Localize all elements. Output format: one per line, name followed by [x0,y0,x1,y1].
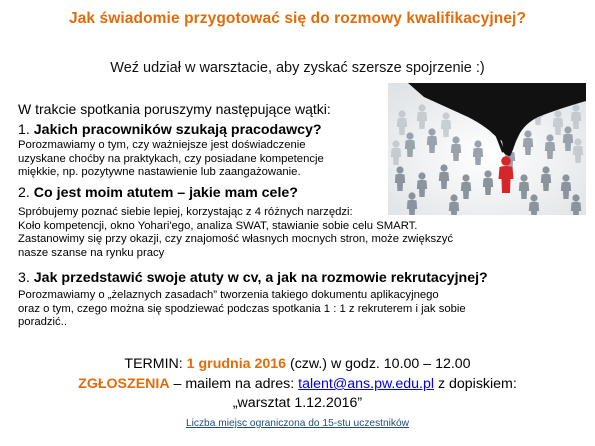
registration-label: ZGŁOSZENIA [78,376,170,392]
section-1-heading [18,122,322,138]
section-2-line: Koło kompetencji, okno Yohari'ego, analiza SWAT, stawianie sobie celu SMART. [18,219,418,232]
section-3-line: Porozmawiamy o „żelaznych zasadach” tworzenia takiego dokumentu aplikacyjnego [18,289,439,301]
subtitle: Weź udział w warsztacie, aby zyskać szersze spojrzenie :) [110,60,485,76]
section-3-line: poradzić.. [18,316,67,329]
section-1-title: Jakich pracowników szukają pracodawcy? [33,122,322,138]
section-2-title: Co jest moim atutem – jakie mam cele? [33,185,298,201]
page-title: Jak świadomie przygotować się do rozmowy kwalifikacyjnej? [68,10,527,27]
section-3-line: oraz o tym, czego można się spodziewać podczas spotkania 1 : 1 z rekruterem i jak sobie [18,302,466,315]
section-1-body [18,139,324,180]
event-date-line [0,356,595,372]
section-1-line: uzyskane choćby na praktykach, czy posiadane kompetencje [18,152,324,165]
intro-text: W trakcie spotkania poruszymy następujące wątki: [18,101,331,117]
section-2-line: Zastanowimy się przy okazji, czy znajomość własnych mocnych stron, może zwiększyć [18,233,454,246]
section-3-heading [18,270,488,286]
section-1-number: 1. [18,122,30,138]
registration-line [0,376,595,392]
section-3-body [18,289,466,330]
section-2-line: nasze szanse na rynku pracy [18,246,165,259]
email-subject-note: „warsztat 1.12.2016” [232,395,363,411]
section-3-number: 3. [18,270,30,286]
termin-label: TERMIN: [124,356,187,372]
section-1-line: Porozmawiamy o tym, czy ważniejsze jest doświadczenie [18,139,306,151]
termin-time: (czw.) w godz. 10.00 – 12.00 [286,356,471,372]
termin-date: 1 grudnia 2016 [186,356,287,372]
email-link[interactable]: talent@ans.pw.edu.pl [298,376,435,392]
registration-suffix: z dopiskiem: [434,376,517,392]
section-2-number: 2. [18,185,30,201]
registration-text: – mailem na adres: [169,376,299,392]
hand-picking-person-icon [388,83,586,215]
section-2-line: Spróbujemy poznać siebie lepiej, korzystając z 4 różnych narzędzi: [18,206,353,218]
section-1-line: miękkie, np. pozytywne nastawienie lub zaangażowanie. [18,166,301,179]
section-3-title: Jak przedstawić swoje atuty w cv, a jak na rozmowie rekrutacyjnej? [33,270,488,286]
capacity-note: Liczba miejsc ograniczona do 15-stu uczestników [185,418,410,429]
section-2-heading [18,185,298,201]
